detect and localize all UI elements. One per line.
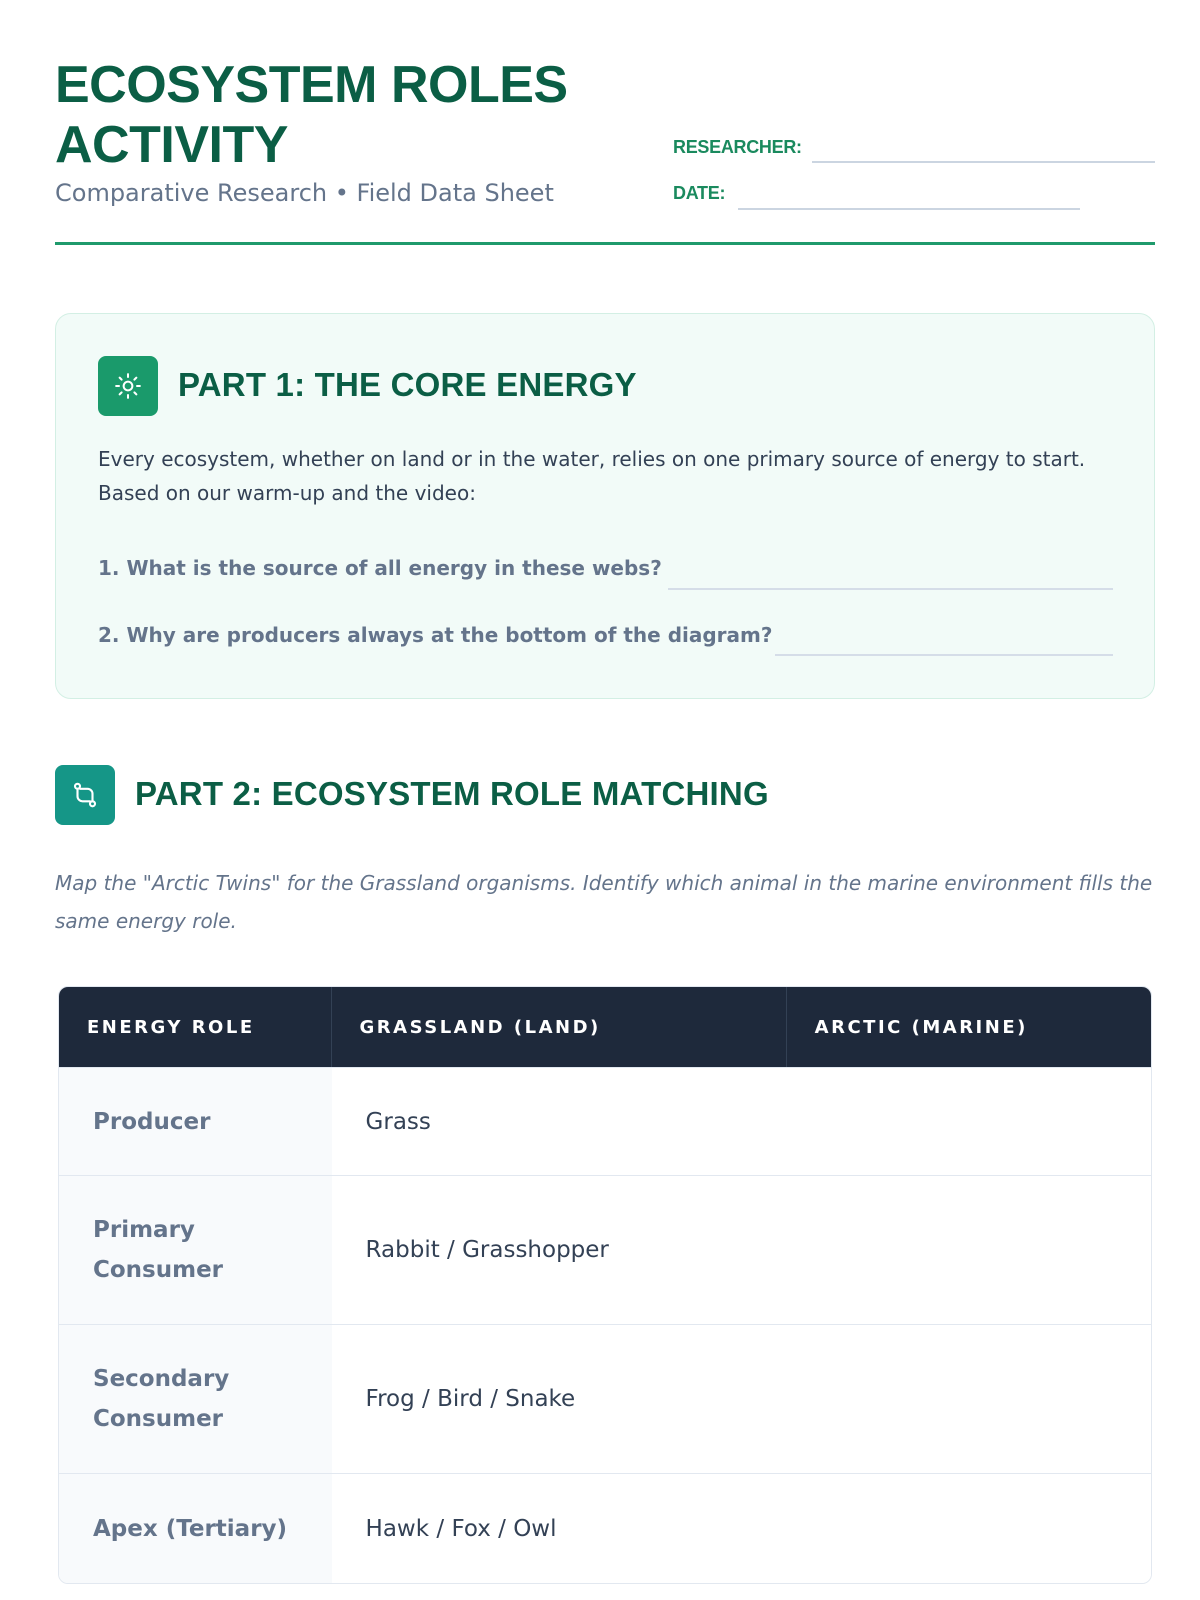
- question-1: 1. What is the source of all energy in these webs?: [98, 556, 662, 580]
- part2-intro: Map the "Arctic Twins" for the Grassland organisms. Identify which animal in the marine environment fills the same energy role.: [55, 871, 1153, 933]
- researcher-label: RESEARCHER:: [673, 137, 802, 157]
- table-row: [59, 1324, 1151, 1473]
- date-field[interactable]: [738, 208, 1080, 210]
- arctic-answer-cell[interactable]: [787, 1325, 1151, 1473]
- grassland-cell: Grass: [332, 1068, 787, 1175]
- part1-card: [55, 313, 1155, 699]
- table-row: [59, 1175, 1151, 1324]
- role-cell: Apex (Tertiary): [59, 1474, 332, 1583]
- table-row: [59, 1473, 1151, 1583]
- page-subtitle: Comparative Research • Field Data Sheet: [55, 179, 554, 207]
- answer-2-field[interactable]: [775, 654, 1113, 656]
- table-row: [59, 1067, 1151, 1175]
- header-energy-role: ENERGY ROLE: [59, 987, 332, 1067]
- header-grassland: GRASSLAND (LAND): [332, 987, 787, 1067]
- question-2: 2. Why are producers always at the bottom of the diagram?: [98, 623, 773, 647]
- worksheet-header: [55, 55, 1155, 245]
- role-cell: Producer: [59, 1068, 332, 1175]
- table-header: [59, 987, 1151, 1067]
- grassland-cell: Frog / Bird / Snake: [332, 1325, 787, 1473]
- part1-intro: Every ecosystem, whether on land or in the water, relies on one primary source of energy to start. Based on our warm-up and the video:: [98, 447, 1086, 505]
- header-arctic: ARCTIC (MARINE): [814, 1016, 1028, 1038]
- grassland-cell: Rabbit / Grasshopper: [332, 1176, 787, 1324]
- role-matching-table: [58, 986, 1152, 1584]
- role-cell: Primary Consumer: [59, 1176, 332, 1324]
- part1-title: PART 1: THE CORE ENERGY: [178, 366, 637, 403]
- sun-icon: [98, 356, 158, 416]
- date-label: DATE:: [673, 183, 726, 203]
- arctic-answer-cell[interactable]: [787, 1176, 1151, 1324]
- page-title: ECOSYSTEM ROLES ACTIVITY: [55, 56, 568, 174]
- arctic-answer-cell[interactable]: [787, 1068, 1151, 1175]
- route-icon: [55, 765, 115, 825]
- role-cell: Secondary Consumer: [59, 1325, 332, 1473]
- worksheet-page: [55, 0, 1155, 1600]
- researcher-field[interactable]: [812, 161, 1155, 163]
- part2-title: PART 2: ECOSYSTEM ROLE MATCHING: [135, 775, 769, 812]
- answer-1-field[interactable]: [668, 588, 1113, 590]
- grassland-cell: Hawk / Fox / Owl: [332, 1474, 787, 1583]
- arctic-answer-cell[interactable]: [787, 1474, 1151, 1583]
